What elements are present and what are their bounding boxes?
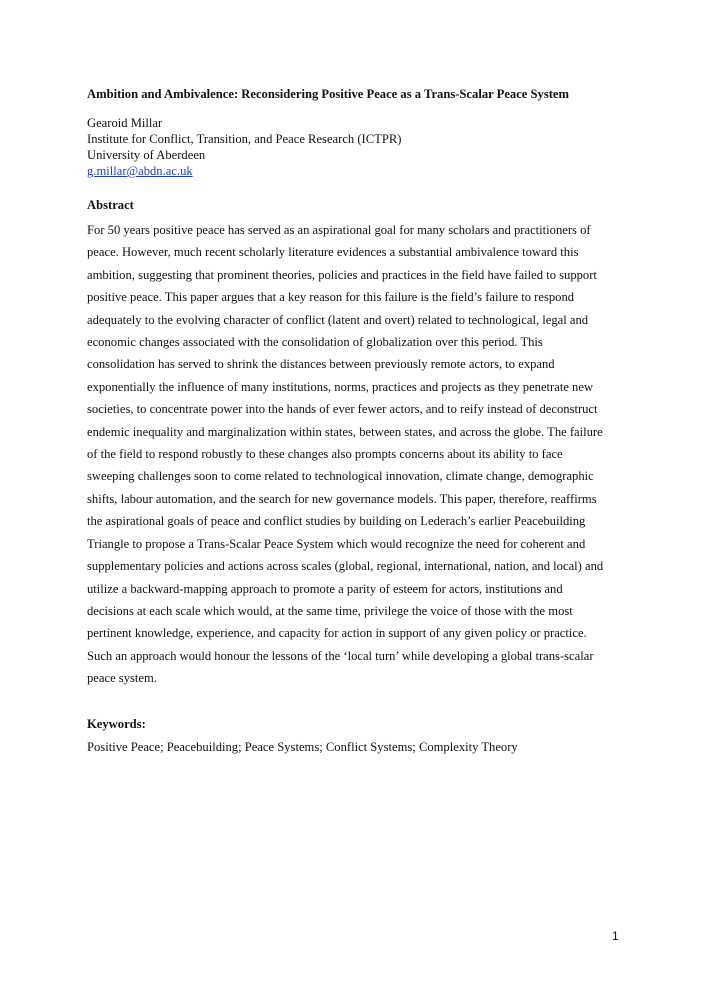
abstract-line: For 50 years positive peace has served as an aspirational goal for many scholars and practitioners of [87,223,591,237]
abstract-body [87,219,603,690]
abstract-line: exponentially the influence of many institutions, norms, practices and projects as they penetrate new [87,379,594,394]
abstract-line: shifts, labour automation, and the search for new governance models. This paper, therefore, reaffirms [87,491,597,506]
abstract-line: the aspirational goals of peace and conflict studies by building on Lederach’s earlier Peacebuilding [87,514,586,529]
abstract-line: supplementary policies and actions across scales (global, regional, international, nation, and local) and [87,559,604,574]
abstract-heading: Abstract [87,198,134,212]
abstract-line: sweeping challenges soon to come related to technological innovation, climate change, demographic [87,469,594,484]
author-university: University of Aberdeen [87,148,206,162]
author-email-link[interactable]: g.millar@abdn.ac.uk [87,164,193,178]
abstract-line: positive peace. This paper argues that a key reason for this failure is the field’s failure to respond [87,290,575,305]
abstract-line: Triangle to propose a Trans-Scalar Peace System which would recognize the need for coherent and [87,536,586,551]
abstract-line: peace. However, much recent scholarly literature evidences a substantial ambivalence toward this [87,245,579,260]
author-institute: Institute for Conflict, Transition, and Peace Research (ICTPR) [87,132,402,146]
abstract-line: Such an approach would honour the lessons of the ‘local turn’ while developing a global trans-scalar [87,648,594,663]
abstract-line: adequately to the evolving character of conflict (latent and overt) related to technological, legal and [87,312,589,327]
abstract-line: consolidation has served to shrink the distances between previously remote actors, to expand [87,357,555,372]
author-name: Gearoid Millar [87,116,163,130]
abstract-line: ambition, suggesting that prominent theories, policies and practices in the field have failed to support [87,267,597,282]
keywords-list: Positive Peace; Peacebuilding; Peace Systems; Conflict Systems; Complexity Theory [87,740,518,754]
author-block [87,115,401,179]
keywords-heading: Keywords: [87,717,146,731]
abstract-line: pertinent knowledge, experience, and capacity for action in support of any given policy or practice. [87,626,587,641]
abstract-line: of the field to respond robustly to these changes also prompts concerns about its ability to face [87,447,563,462]
paper-title: Ambition and Ambivalence: Reconsidering Positive Peace as a Trans-Scalar Peace System [87,87,570,101]
abstract-line: economic changes associated with the consolidation of globalization over this period. This [87,335,543,350]
abstract-line: societies, to concentrate power into the hands of ever fewer actors, and to reify instead of deconstruct [87,402,598,417]
abstract-line: decisions at each scale which would, at the same time, privilege the voice of those with the most [87,603,573,618]
abstract-line: peace system. [87,671,157,686]
page-number: 1 [612,929,619,943]
abstract-line: endemic inequality and marginalization within states, between states, and across the globe. The failure [87,424,603,439]
abstract-line: utilize a backward-mapping approach to promote a parity of esteem for actors, institutions and [87,581,563,596]
